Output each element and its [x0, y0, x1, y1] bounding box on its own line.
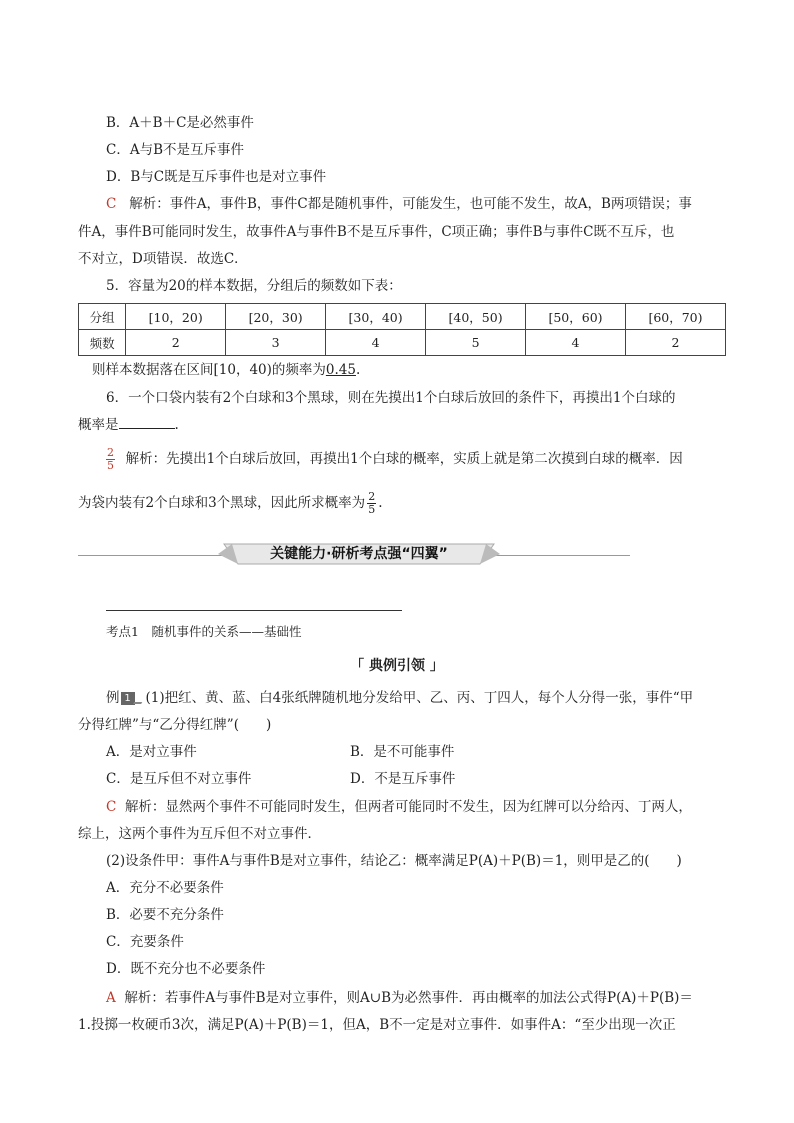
q2-answer — [106, 988, 693, 1008]
option-b: B．是不可能事件 — [350, 744, 455, 760]
q6-explanation: 解析：先摸出1个白球后放回，再摸出1个白球的概率，实质上就是第二次摸到白球的概率．因 — [125, 451, 683, 467]
example-badge: 1 — [121, 692, 135, 705]
table-cell: 4 — [526, 330, 626, 356]
banner-title: 关键能力·研析考点强“四翼” — [270, 546, 448, 562]
q6-stem-prefix: 概率是 — [78, 417, 119, 433]
answer-blank — [119, 414, 175, 429]
banner-rule-right — [490, 555, 630, 556]
banner-rule-left — [78, 555, 228, 556]
answer-fraction — [106, 447, 115, 472]
example-answer — [106, 797, 692, 817]
q6-stem-2 — [78, 414, 179, 435]
option-a: A．是对立事件 — [106, 744, 197, 760]
q6-explanation-2 — [78, 488, 382, 518]
fraction-numerator: 2 — [368, 490, 376, 503]
option-d: D．不是互斥事件 — [350, 771, 456, 787]
answer-text-2: 件A，事件B可能同时发生，故事件A与事件B不是互斥事件，C项正确；事件B与事件C既不互斥，也 — [78, 224, 675, 240]
answer-letter: C — [106, 799, 117, 815]
answer-text-3: 不对立，D项错误．故选C． — [78, 251, 248, 267]
table-cell: 5 — [426, 330, 526, 356]
dianli-title: 「 典例引领 」 — [350, 658, 444, 674]
q6-answer — [104, 444, 683, 474]
q6-stem: 6．一个口袋内装有2个白球和3个黑球，则在先摸出1个白球后放回的条件下，再摸出1个白球的 — [106, 390, 676, 406]
fraction-numerator: 2 — [107, 446, 114, 459]
q6-explanation-prefix: 为袋内装有2个白球和3个黑球，因此所求概率为 — [78, 495, 366, 511]
table-cell: [30，40) — [326, 304, 426, 330]
answer-text-2: 综上，这两个事件为互斥但不对立事件． — [78, 826, 321, 842]
example-q2-stem: (2)设条件甲：事件A与事件B是对立事件，结论乙：概率满足P(A)＋P(B)＝1，则甲是乙的( ) — [106, 853, 682, 869]
answer-text: 解析：事件A，事件B，事件C都是随机事件，可能发生，也可能不发生，故A，B两项错误；事 — [129, 196, 692, 212]
option-d: D．B与C既是互斥事件也是对立事件 — [106, 169, 327, 185]
q5-stem: 5．容量为20的样本数据，分组后的频数如下表： — [106, 278, 402, 294]
example-q1-text-2: 分得红牌”与“乙分得红牌”( ) — [78, 717, 272, 733]
table-cell: 频数 — [79, 330, 126, 356]
answer-text-2: 1.投掷一枚硬币3次，满足P(A)＋P(B)＝1，但A，B不一定是对立事件．如事件A：“至少出现一次正 — [78, 1017, 676, 1033]
pencil-icon — [133, 694, 147, 704]
frequency-table — [78, 303, 726, 356]
q2-option-c: C．充要条件 — [106, 934, 184, 950]
answer-letter: A — [106, 990, 116, 1006]
q2-option-d: D．既不充分也不必要条件 — [106, 961, 266, 977]
kaodian-title: 考点1 随机事件的关系——基础性 — [106, 624, 302, 639]
table-cell: 分组 — [79, 304, 126, 330]
q5-result — [92, 360, 360, 380]
q6-stem-suffix: . — [174, 417, 179, 433]
section-banner — [218, 540, 500, 568]
table-cell: 2 — [625, 330, 725, 356]
answer-text: 解析：若事件A与事件B是对立事件，则A∪B为必然事件．再由概率的加法公式得P(A)＋P(B)＝ — [124, 990, 693, 1006]
option-c: C．A与B不是互斥事件 — [106, 142, 244, 158]
table-row — [79, 330, 726, 356]
answer-letter: C — [106, 196, 117, 212]
table-cell: [50，60) — [526, 304, 626, 330]
q5-result-prefix: 则样本数据落在区间[10，40)的频率为 — [92, 362, 326, 378]
q5-result-value: 0.45 — [325, 362, 356, 378]
table-cell: [10，20) — [126, 304, 226, 330]
table-cell: [40，50) — [426, 304, 526, 330]
answer-text: 解析：显然两个事件不可能同时发生，但两者可能同时不发生，因为红牌可以分给丙、丁两人， — [124, 799, 692, 815]
table-cell: 3 — [226, 330, 326, 356]
fraction-denominator: 5 — [107, 459, 114, 472]
option-b: B．A＋B＋C是必然事件 — [106, 115, 254, 131]
example-prefix: 例 — [106, 690, 120, 706]
q6-explanation-suffix: . — [378, 495, 383, 511]
table-cell: [60，70) — [625, 304, 725, 330]
explanation-fraction — [367, 491, 376, 516]
kaodian-rule — [106, 610, 402, 611]
q5-result-suffix: . — [355, 362, 361, 378]
answer-line — [106, 194, 692, 214]
table-cell: [20，30) — [226, 304, 326, 330]
table-header-row — [79, 304, 726, 330]
fraction-denominator: 5 — [368, 503, 376, 516]
table-cell: 4 — [326, 330, 426, 356]
example-1-stem — [106, 688, 693, 708]
q2-option-a: A．充分不必要条件 — [106, 880, 224, 896]
option-c: C．是互斥但不对立事件 — [106, 771, 252, 787]
example-q1-text: (1)把红、黄、蓝、白4张纸牌随机地分发给甲、乙、丙、丁四人，每个人分得一张，事件“甲 — [145, 690, 694, 706]
q2-option-b: B．必要不充分条件 — [106, 907, 224, 923]
table-cell: 2 — [126, 330, 226, 356]
